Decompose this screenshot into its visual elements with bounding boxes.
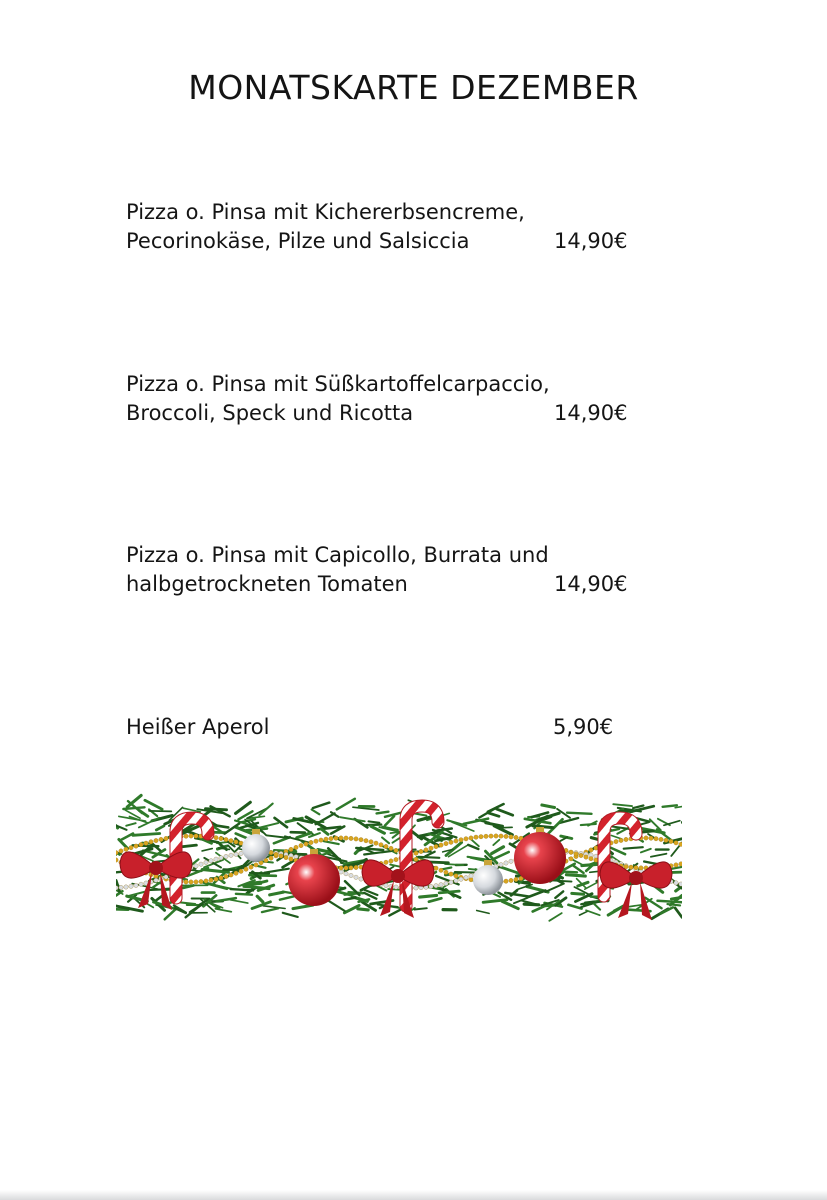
menu-item-name-line-1: Pizza o. Pinsa mit Capicollo, Burrata und xyxy=(126,543,549,567)
menu-item-name-line-2: Broccoli, Speck und Ricotta xyxy=(126,401,414,425)
menu-item-price: 5,90€ xyxy=(553,715,614,739)
menu-item-name-line-1: Pizza o. Pinsa mit Kichererbsencreme, xyxy=(126,200,525,224)
menu-item-name-line-1: Pizza o. Pinsa mit Süßkartoffelcarpaccio, xyxy=(126,372,550,396)
menu-item-name: Heißer Aperol xyxy=(126,715,270,739)
menu-item xyxy=(126,198,686,256)
menu-item-price: 14,90€ xyxy=(554,572,628,596)
menu-item xyxy=(126,370,686,428)
page-title: MONATSKARTE DEZEMBER xyxy=(188,68,639,107)
menu-item-price: 14,90€ xyxy=(554,401,628,425)
menu-item xyxy=(126,713,686,742)
menu-item-price: 14,90€ xyxy=(554,229,628,253)
menu-item xyxy=(126,541,686,599)
menu-item-name-line-2: Pecorinokäse, Pilze und Salsiccia xyxy=(126,229,470,253)
menu-item-name-line-2: halbgetrockneten Tomaten xyxy=(126,572,408,596)
christmas-garland-icon xyxy=(116,788,682,928)
page-edge xyxy=(0,1190,827,1200)
